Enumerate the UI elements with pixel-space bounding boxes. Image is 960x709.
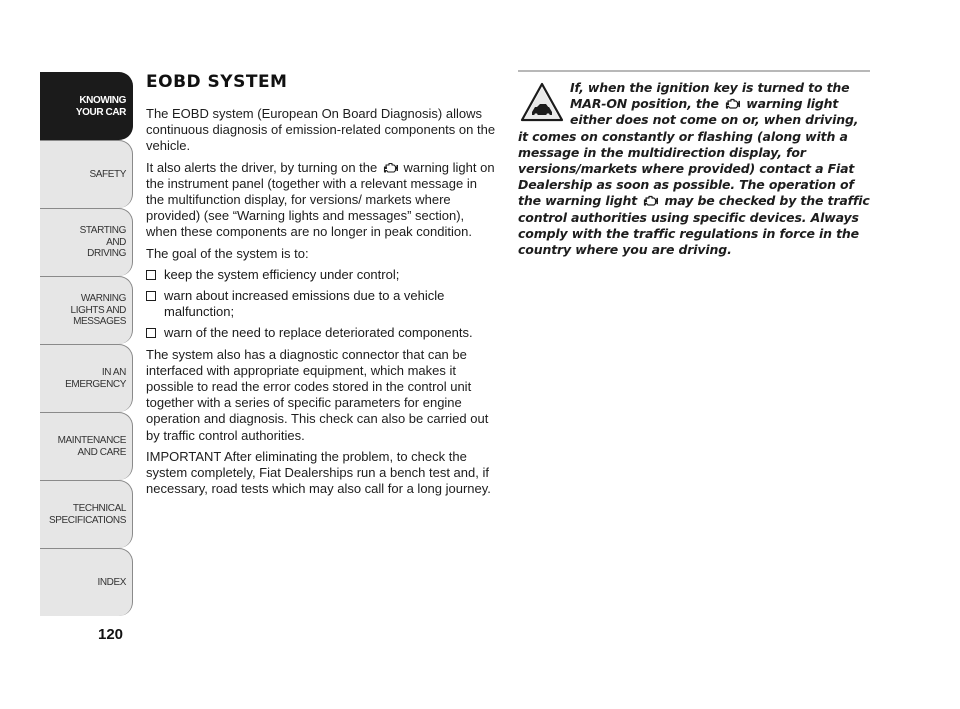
list-item: keep the system efficiency under control; xyxy=(146,267,496,283)
warning-lead-1: If, when the ignition key is turned to the xyxy=(570,80,850,95)
tab-safety[interactable]: SAFETY xyxy=(40,140,133,208)
warning-body-b: may be checked by the traffic control authorities using specific devices. Always comply with the traffic regulations in force in the country where you are driving. xyxy=(518,193,870,258)
page-title: EOBD SYSTEM xyxy=(146,72,288,92)
engine-check-icon xyxy=(725,98,740,110)
engine-check-icon xyxy=(643,195,658,207)
tab-knowing-your-car[interactable]: KNOWING YOUR CAR xyxy=(40,72,133,140)
checkbox-square-icon xyxy=(146,291,156,301)
paragraph-alert xyxy=(146,160,496,241)
page-number: 120 xyxy=(98,626,124,643)
warning-lead-3: either does not come on or, when driving, xyxy=(570,112,859,128)
tab-in-an-emergency[interactable]: IN AN EMERGENCY xyxy=(40,344,133,412)
engine-check-icon xyxy=(383,162,398,174)
list-item: warn of the need to replace deteriorated components. xyxy=(146,325,496,341)
tab-maintenance-and-care[interactable]: MAINTENANCE AND CARE xyxy=(40,412,133,480)
paragraph-goal: The goal of the system is to: xyxy=(146,245,309,261)
warning-lead-2: MAR-ON position, the warning light xyxy=(570,96,839,112)
list-item: warn about increased emissions due to a vehicle malfunction; xyxy=(146,288,496,320)
warning-text xyxy=(518,80,870,258)
paragraph-intro: The EOBD system (European On Board Diagnosis) allows continuous diagnosis of emission-related components on the vehicle. xyxy=(146,106,496,154)
paragraph-alert-before: It also alerts the driver, by turning on the xyxy=(146,159,378,175)
checkbox-square-icon xyxy=(146,270,156,280)
tab-warning-lights-and-messages[interactable]: WARNING LIGHTS AND MESSAGES xyxy=(40,276,133,344)
main-column xyxy=(146,72,496,502)
warning-body-a: it comes on constantly or flashing (along with a message in the multidirection display, for versions/markets where provided) contact a Fiat Dealership as soon as possible. The operation of the warning light xyxy=(518,128,855,209)
checkbox-square-icon xyxy=(146,328,156,338)
goal-list xyxy=(146,267,496,342)
paragraph-connector: The system also has a diagnostic connector that can be interfaced with appropriate equipment, which makes it possible to read the error codes stored in the control unit together with a series of specific parameters for engine operation and diagnosis. This check can also be carried out by traffic control authorities. xyxy=(146,346,489,443)
tab-technical-specifications[interactable]: TECHNICAL SPECIFICATIONS xyxy=(40,480,133,548)
tab-starting-and-driving[interactable]: STARTING AND DRIVING xyxy=(40,208,133,276)
warning-box xyxy=(518,70,870,258)
warning-divider xyxy=(518,70,870,72)
chapter-tabs xyxy=(40,72,133,616)
paragraph-alert-after: warning light on the instrument panel (together with a relevant message in the multifunction display, for versions/ markets where provided) (see “Warning lights and messages” section), when these components are no longer in peak condition. xyxy=(146,159,495,240)
paragraph-important: IMPORTANT After eliminating the problem, to check the system completely, Fiat Dealerships run a bench test and, if necessary, road tests which may also call for a long journey. xyxy=(146,448,491,497)
tab-index[interactable]: INDEX xyxy=(40,548,133,616)
car-warning-triangle-icon xyxy=(520,82,564,122)
